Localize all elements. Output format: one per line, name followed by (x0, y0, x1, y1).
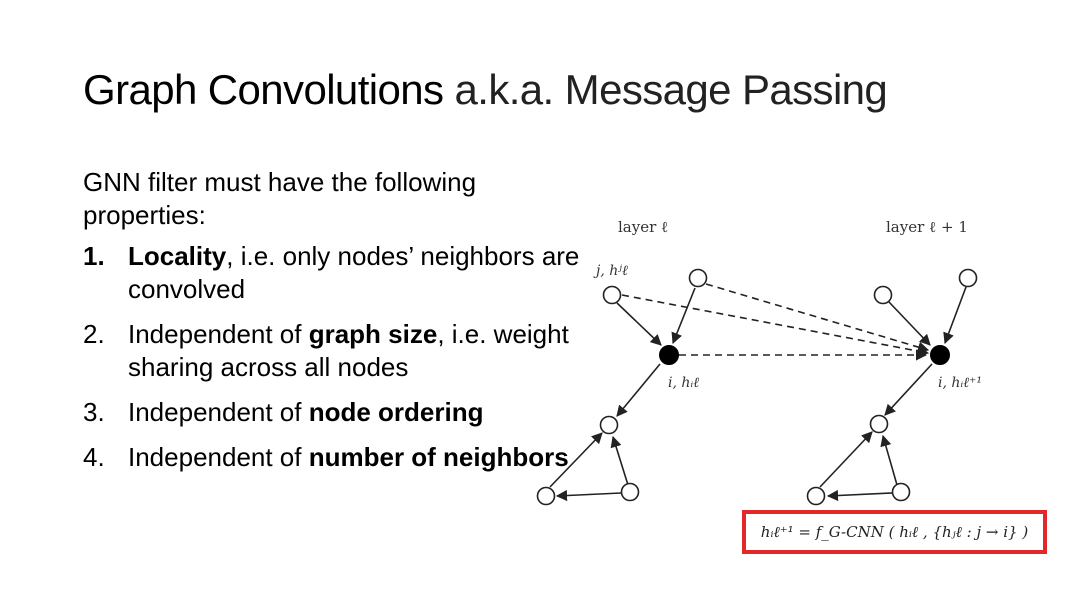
edge (883, 436, 897, 485)
property-prefix: Independent of (128, 442, 309, 472)
edge (889, 302, 930, 345)
property-prefix: Independent of (128, 397, 309, 427)
node (871, 416, 888, 433)
formula-box (742, 510, 1047, 554)
property-number: 1. (83, 241, 105, 271)
node (601, 417, 618, 434)
node (538, 488, 555, 505)
title-subtitle: a.k.a. Message Passing (443, 66, 888, 113)
title-main: Graph Convolutions (83, 66, 444, 113)
property-keyword: node ordering (308, 397, 484, 427)
edge (828, 493, 892, 496)
edge (945, 287, 966, 343)
node (960, 270, 977, 287)
property-suffix: , i.e. only nodes’ neighbors are convolved (128, 241, 580, 304)
layer-right-label: layer ℓ + 1 (886, 218, 968, 236)
edge (550, 433, 602, 487)
edge (820, 432, 872, 487)
property-keyword: graph size (308, 319, 438, 349)
formula: hᵢℓ⁺¹ = f_G-CNN ( hᵢℓ , {hⱼℓ : j → i} ) (760, 522, 1029, 541)
property-suffix: , i.e. weight sharing across all nodes (128, 319, 569, 382)
node-i-label: i, hᵢℓ (668, 375, 700, 391)
node-i (660, 346, 679, 365)
edge (617, 303, 661, 345)
node (893, 484, 910, 501)
edge (885, 364, 932, 415)
node (622, 484, 639, 501)
node (690, 270, 707, 287)
intro-text: GNN filter must have the following properties: (83, 167, 477, 230)
property-number: 2. (83, 319, 105, 349)
property-keyword: number of neighbors (308, 442, 569, 472)
edge (613, 437, 628, 485)
layer-left-label: layer ℓ (618, 218, 669, 236)
node-i-next (931, 346, 950, 365)
node (808, 488, 825, 505)
node (875, 287, 892, 304)
property-keyword: Locality (128, 241, 227, 271)
edge (673, 288, 695, 343)
property-number: 4. (83, 442, 105, 472)
property-prefix: Independent of (128, 319, 309, 349)
property-number: 3. (83, 397, 105, 427)
node-j (604, 287, 621, 304)
node-i-next-label: i, hᵢℓ⁺¹ (938, 375, 983, 391)
dashed-message-edge (706, 284, 928, 350)
node-j-label: j, hʲℓ (596, 263, 628, 279)
edge (617, 364, 660, 416)
edge (557, 493, 621, 496)
